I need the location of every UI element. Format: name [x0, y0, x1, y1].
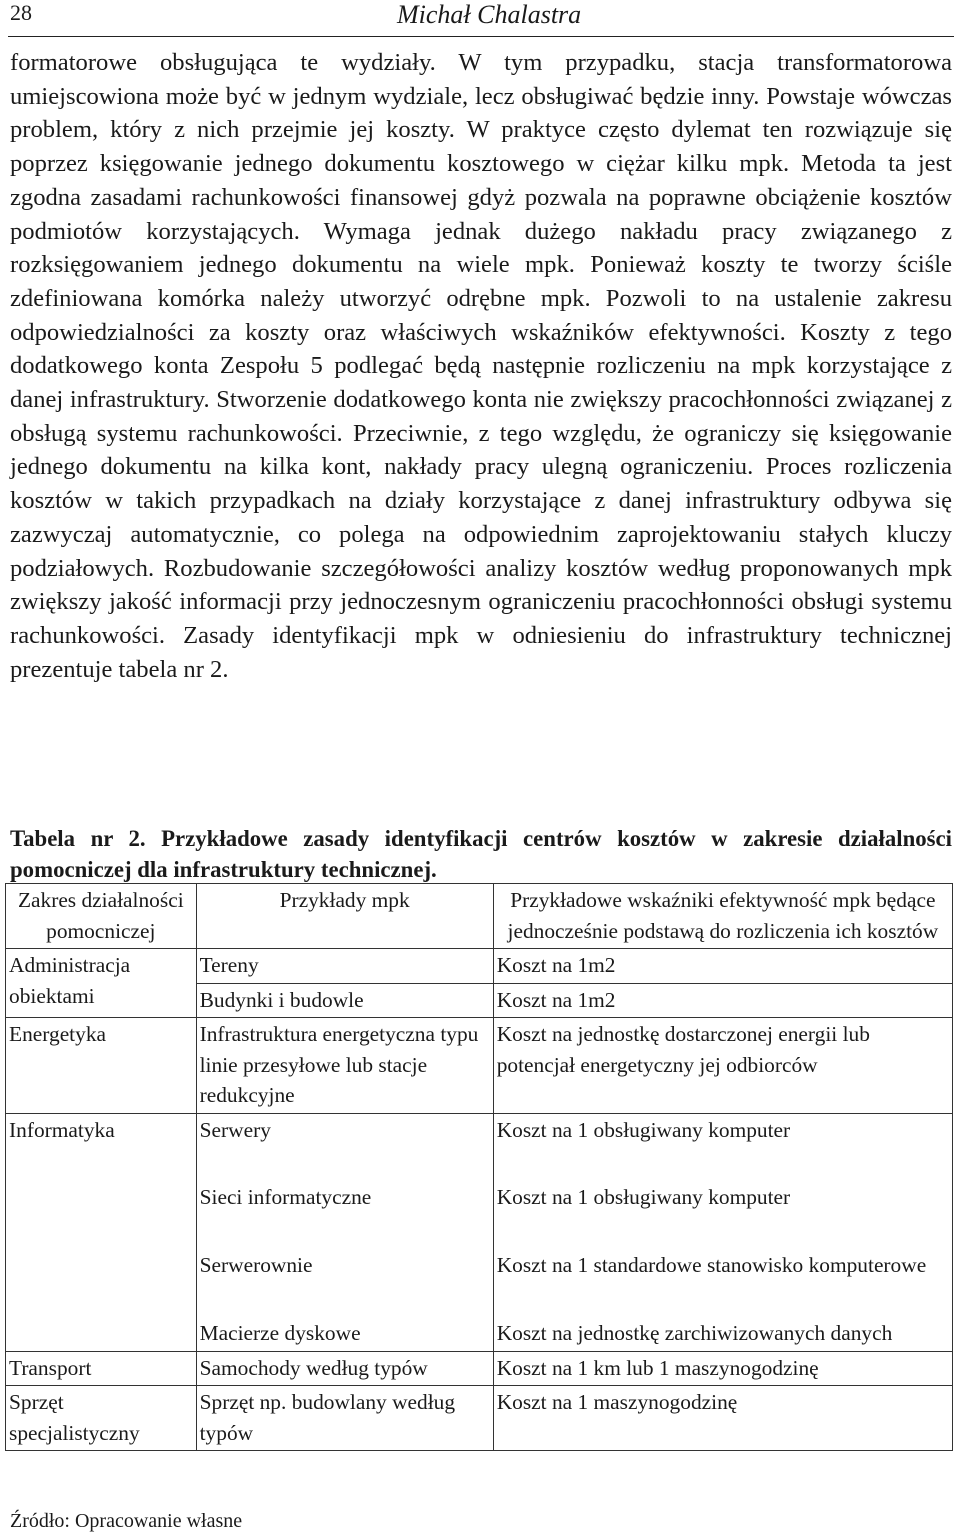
- table-source-note: Źródło: Opracowanie własne: [10, 1510, 243, 1532]
- page-number: 28: [10, 0, 32, 25]
- table-row: [6, 1249, 953, 1317]
- header-cell-area: Zakres działalności pomocniczej: [6, 884, 197, 949]
- mpk-cell: Infrastruktura energetyczna typu linie przesyłowe lub stacje redukcyjne: [196, 1018, 493, 1114]
- header-cell-mpk: Przykłady mpk: [196, 884, 493, 949]
- area-cell-empty: [6, 1317, 197, 1351]
- table-row: [6, 1317, 953, 1351]
- table-row: [6, 949, 953, 984]
- indicator-cell: Koszt na 1m2: [493, 983, 952, 1018]
- area-cell: Informatyka: [6, 1113, 197, 1181]
- header-cell-indicator: Przykładowe wskaźniki efektywność mpk będące jednocześnie podstawą do rozliczenia ich kosztów: [493, 884, 952, 949]
- area-cell-empty: [6, 1249, 197, 1317]
- table-row: [6, 1351, 953, 1386]
- body-paragraph: formatorowe obsługująca te wydziały. W tym przypadku, stacja transformatorowa umiejscowiona może być w jednym wydziale, lecz obsługiwać będzie inny. Powstaje wówczas problem, który z nich przejmie jej koszty. W praktyce często dylemat ten rozwiązuje się poprzez księgowanie jednego dokumentu kosztowego w ciężar kilku mpk. Metoda ta jest zgodna zasadami rachunkowości finansowej gdyż pozwala na poprawne obciążenie kosztów podmiotów korzystających. Wymaga jednak dużego nakładu pracy związanego z rozksięgowaniem jednego dokumentu na wiele mpk. Ponieważ koszty te tworzy ściśle zdefiniowana komórka należy utworzyć odrębne mpk. Pozwoli to na ustalenie zakresu odpowiedzialności za koszty oraz właściwych wskaźników efektywności. Koszty z tego dodatkowego konta Zespołu 5 podlegać będą następnie rozliczeniu na mpk korzystające z danej infrastruktury. Stworzenie dodatkowego konta nie zwiększy pracochłonności związanej z obsługą systemu rachunkowości. Przeciwnie, z tego względu, że ograniczy się księgowanie jednego dokumentu na kilka kont, nakłady pracy ulegną ograniczeniu. Proces rozliczenia kosztów w takich przypadkach na działy korzystające z danej infrastruktury odbywa się zazwyczaj automatycznie, co polega na odpowiednim zaprojektowaniu stałych kluczy podziałowych. Rozbudowanie szczegółowości analizy kosztów według proponowanych mpk zwiększy jakość informacji przy jednoczesnym ograniczeniu pracochłonności obsługi systemu rachunkowości. Zasady identyfikacji mpk w odniesieniu do infrastruktury technicznej prezentuje tabela nr 2.: [10, 49, 952, 683]
- indicator-cell: Koszt na 1m2: [493, 949, 952, 984]
- indicator-cell: Koszt na jednostkę zarchiwizowanych danych: [493, 1317, 952, 1351]
- running-title: Michał Chalastra: [397, 0, 582, 29]
- table-row: [6, 1113, 953, 1181]
- mpk-cell: Sieci informatyczne: [196, 1181, 493, 1249]
- area-cell: Administracja obiektami: [6, 949, 197, 1018]
- indicator-cell: Koszt na 1 maszynogodzinę: [493, 1386, 952, 1451]
- area-cell: Energetyka: [6, 1018, 197, 1114]
- mpk-cell: Sprzęt np. budowlany według typów: [196, 1386, 493, 1451]
- page-header: [0, 0, 960, 38]
- mpk-cell: Serwery: [196, 1113, 493, 1181]
- mpk-cell: Samochody według typów: [196, 1351, 493, 1386]
- area-cell: Sprzęt specjalistyczny: [6, 1386, 197, 1451]
- table-row: [6, 1018, 953, 1114]
- area-cell-empty: [6, 1181, 197, 1249]
- indicator-cell: Koszt na 1 standardowe stanowisko komputerowe: [493, 1249, 952, 1317]
- indicator-cell: Koszt na 1 km lub 1 maszynogodzinę: [493, 1351, 952, 1386]
- header-rule: [8, 36, 954, 37]
- area-cell: Transport: [6, 1351, 197, 1386]
- cost-centers-table: [5, 883, 953, 1451]
- mpk-cell: Macierze dyskowe: [196, 1317, 493, 1351]
- table-header-row: [6, 884, 953, 949]
- indicator-cell: Koszt na 1 obsługiwany komputer: [493, 1181, 952, 1249]
- indicator-cell: Koszt na jednostkę dostarczonej energii lub potencjał energetyczny jej odbiorców: [493, 1018, 952, 1114]
- table-row: [6, 1181, 953, 1249]
- table-row: [6, 1386, 953, 1451]
- table-caption: Tabela nr 2. Przykładowe zasady identyfikacji centrów kosztów w zakresie działalności pomocniczej dla infrastruktury technicznej.: [10, 826, 952, 882]
- mpk-cell: Tereny: [196, 949, 493, 984]
- indicator-cell: Koszt na 1 obsługiwany komputer: [493, 1113, 952, 1181]
- mpk-cell: Budynki i budowle: [196, 983, 493, 1018]
- mpk-cell: Serwerownie: [196, 1249, 493, 1317]
